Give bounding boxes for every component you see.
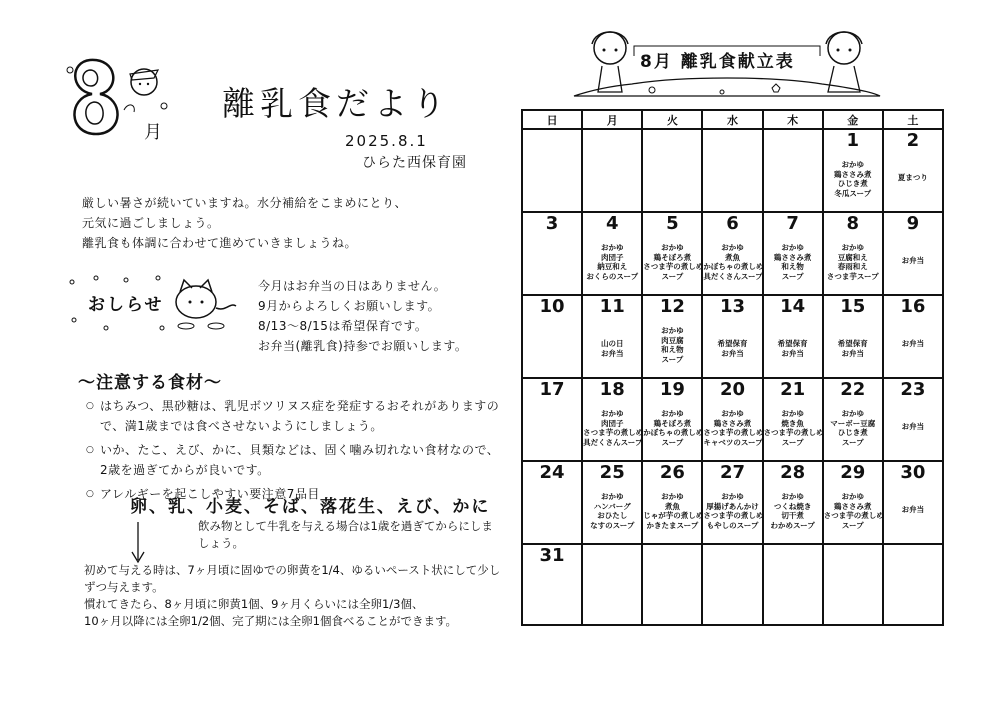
meal-item: 具だくさんスープ bbox=[703, 271, 763, 281]
meal-menu bbox=[764, 409, 822, 447]
meal-menu bbox=[583, 409, 644, 447]
meal-item: 冬瓜スープ bbox=[834, 188, 872, 198]
meal-item: 肉団子 bbox=[600, 252, 624, 262]
meal-menu bbox=[824, 160, 882, 198]
greeting-text bbox=[82, 193, 502, 253]
notice-item: 8/13～8/15は希望保育です。 bbox=[258, 319, 428, 333]
day-number: 8 bbox=[846, 213, 860, 234]
month-suffix: 月 bbox=[144, 122, 162, 143]
day-number: 10 bbox=[539, 296, 565, 317]
calendar-day-cell bbox=[763, 129, 823, 212]
meal-item: スープ bbox=[661, 354, 684, 364]
greeting-line: 元気に過ごしましょう。 bbox=[82, 216, 220, 230]
calendar-day-cell bbox=[702, 461, 762, 544]
meal-item: おかゆ bbox=[661, 243, 684, 252]
calendar-day-cell bbox=[702, 378, 762, 461]
meal-menu bbox=[583, 243, 641, 281]
day-number: 20 bbox=[719, 379, 746, 400]
calendar-day-cell bbox=[642, 212, 702, 295]
calendar-day-cell bbox=[702, 295, 762, 378]
intro-line: 慣れてきたら、8ヶ月頃に卵黄1個、9ヶ月くらいには全卵1/3個、 bbox=[84, 597, 424, 611]
day-number: 12 bbox=[659, 296, 685, 317]
day-number: 29 bbox=[840, 462, 866, 483]
meal-item: おひたし bbox=[597, 511, 628, 520]
meal-menu bbox=[824, 409, 882, 447]
meal-item: 煮魚 bbox=[724, 252, 740, 262]
calendar-day-cell bbox=[883, 378, 943, 461]
meal-item: おかゆ bbox=[721, 243, 744, 252]
meal-item: 希望保育 bbox=[777, 339, 808, 348]
calendar-day-cell bbox=[823, 212, 883, 295]
day-number: 25 bbox=[599, 462, 625, 483]
meal-item: もやしのスープ bbox=[706, 520, 759, 530]
meal-item: 焼き魚 bbox=[781, 418, 804, 428]
calendar-day-cell bbox=[763, 378, 823, 461]
caution-item: ○ いか、たこ、えび、かに、貝類などは、固く噛み切れない食材なので、2歳を過ぎてからが良いです。 bbox=[88, 440, 503, 480]
day-number: 5 bbox=[666, 213, 679, 234]
meal-menu bbox=[643, 243, 704, 281]
calendar-day-cell bbox=[763, 212, 823, 295]
day-number: 28 bbox=[780, 462, 806, 483]
caution-item: ○ アレルギーを起こしやすい要注意7品目 bbox=[88, 484, 503, 504]
calendar-day-cell bbox=[702, 544, 762, 625]
meal-item: ひじき煮 bbox=[837, 179, 868, 188]
meal-item: おかゆ bbox=[781, 409, 804, 418]
meal-item: ひじき煮 bbox=[837, 428, 868, 437]
day-number: 14 bbox=[780, 296, 806, 317]
day-number: 2 bbox=[906, 130, 920, 151]
day-number: 17 bbox=[539, 379, 565, 400]
meal-item: お弁当 bbox=[841, 348, 865, 358]
day-number: 24 bbox=[539, 462, 565, 483]
meal-menu bbox=[583, 339, 641, 358]
meal-item: お弁当 bbox=[600, 348, 624, 358]
day-number: 22 bbox=[840, 379, 866, 400]
meal-item: なすのスープ bbox=[590, 520, 635, 530]
day-number: 16 bbox=[900, 296, 926, 317]
meal-item: キャベツのスープ bbox=[703, 437, 763, 447]
meal-item: スープ bbox=[841, 520, 864, 530]
meal-item: 鶏ささみ煮 bbox=[713, 418, 752, 428]
calendar-day-cell bbox=[582, 295, 642, 378]
calendar-day-cell bbox=[763, 544, 823, 625]
meal-item: 鶏そぼろ煮 bbox=[653, 418, 692, 428]
meal-menu bbox=[703, 409, 764, 447]
meal-item: 煮魚 bbox=[664, 501, 680, 511]
meal-item: 鶏ささみ煮 bbox=[834, 169, 872, 179]
calendar-week-row bbox=[522, 378, 943, 461]
calendar-day-cell bbox=[582, 129, 642, 212]
meal-menu bbox=[643, 492, 704, 530]
meal-menu bbox=[643, 409, 704, 447]
weekday-fri: 金 bbox=[823, 110, 883, 129]
meal-menu bbox=[884, 256, 942, 266]
day-number: 9 bbox=[906, 213, 920, 234]
meal-item: 和え物 bbox=[661, 345, 684, 354]
meal-item: おかゆ bbox=[721, 492, 744, 501]
down-arrow-icon bbox=[128, 520, 148, 565]
meal-menu bbox=[764, 492, 822, 530]
meal-item: かぼちゃの煮しめ bbox=[643, 428, 704, 437]
calendar-day-cell bbox=[702, 212, 762, 295]
day-number: 13 bbox=[719, 296, 746, 317]
calendar-day-cell bbox=[763, 295, 823, 378]
day-number: 26 bbox=[659, 462, 685, 483]
weekday-header-row bbox=[522, 110, 943, 129]
issue-date: 2025.8.1 bbox=[345, 132, 428, 150]
calendar-day-cell bbox=[582, 212, 642, 295]
intro-line: 初めて与える時は、7ヶ月頃に固ゆでの卵黄を1/4、ゆるいペースト状にして少しずつ与えます。 bbox=[84, 563, 501, 594]
meal-item: おかゆ bbox=[841, 492, 865, 501]
meal-item: おかゆ bbox=[600, 243, 624, 252]
weekday-thu: 木 bbox=[763, 110, 823, 129]
calendar-week-row bbox=[522, 129, 943, 212]
calendar-day-cell bbox=[522, 378, 582, 461]
day-number: 21 bbox=[780, 379, 806, 400]
meal-item: お弁当 bbox=[901, 505, 925, 514]
meal-item: 具だくさんスープ bbox=[583, 437, 643, 447]
day-number: 23 bbox=[900, 379, 926, 400]
day-number: 11 bbox=[599, 296, 625, 317]
calendar-day-cell bbox=[883, 295, 943, 378]
notice-list bbox=[258, 276, 503, 356]
meal-item: スープ bbox=[661, 271, 684, 281]
page-title: 離乳食だより bbox=[222, 84, 450, 123]
greeting-line: 離乳食も体調に合わせて進めていきましょうね。 bbox=[82, 236, 358, 250]
calendar-day-cell bbox=[642, 378, 702, 461]
meal-item: 切干煮 bbox=[781, 511, 804, 520]
notice-title: おしらせ bbox=[88, 295, 164, 315]
calendar-day-cell bbox=[823, 295, 883, 378]
day-number: 3 bbox=[545, 213, 559, 234]
meal-item: さつま芋の煮しめ bbox=[823, 511, 884, 520]
meal-item: つくね焼き bbox=[773, 501, 812, 511]
weekday-tue: 火 bbox=[642, 110, 702, 129]
calendar-week-row bbox=[522, 212, 943, 295]
meal-menu bbox=[764, 339, 822, 358]
meal-item: さつま芋の煮しめ bbox=[703, 428, 764, 437]
meal-item: かぼちゃの煮しめ bbox=[703, 262, 764, 271]
meal-menu bbox=[884, 505, 942, 515]
meal-item: 肉団子 bbox=[600, 418, 624, 428]
day-number: 18 bbox=[599, 379, 625, 400]
calendar-day-cell bbox=[642, 129, 702, 212]
calendar-day-cell bbox=[823, 129, 883, 212]
meal-item: 鶏そぼろ煮 bbox=[653, 252, 692, 262]
meal-item: おかゆ bbox=[600, 409, 624, 418]
menu-calendar bbox=[521, 109, 944, 626]
calendar-day-cell bbox=[642, 544, 702, 625]
calendar-day-cell bbox=[883, 544, 943, 625]
calendar-week-row bbox=[522, 544, 943, 625]
meal-item: 鶏ささみ煮 bbox=[834, 501, 872, 511]
meal-menu bbox=[884, 173, 942, 183]
meal-menu bbox=[703, 339, 761, 358]
milk-note: 飲み物として牛乳を与える場合は1歳を過ぎてからにしましょう。 bbox=[198, 519, 493, 550]
meal-item: おかゆ bbox=[661, 409, 684, 418]
meal-item: かきたまスープ bbox=[646, 520, 699, 530]
meal-item: おかゆ bbox=[841, 409, 865, 418]
meal-item: おかゆ bbox=[721, 409, 744, 418]
meal-menu bbox=[884, 422, 942, 432]
meal-item: 夏まつり bbox=[897, 173, 928, 182]
day-number: 19 bbox=[659, 379, 685, 400]
calendar-week-row bbox=[522, 295, 943, 378]
meal-item: 和え物 bbox=[781, 262, 804, 271]
meal-item: 肉豆腐 bbox=[661, 335, 684, 345]
meal-menu bbox=[703, 492, 764, 530]
meal-item: さつま芋の煮しめ bbox=[583, 428, 644, 437]
meal-item: お弁当 bbox=[721, 348, 744, 358]
meal-item: さつま芋の煮しめ bbox=[763, 428, 824, 437]
notice-item: お弁当(離乳食)持参でお願いします。 bbox=[258, 339, 468, 353]
meal-item: おかゆ bbox=[600, 492, 624, 501]
calendar-day-cell bbox=[763, 461, 823, 544]
meal-item: さつま芋スープ bbox=[826, 271, 879, 281]
meal-item: 納豆和え bbox=[597, 262, 628, 271]
calendar-day-cell bbox=[823, 461, 883, 544]
calendar-day-cell bbox=[883, 129, 943, 212]
meal-menu bbox=[824, 492, 882, 530]
meal-item: 希望保育 bbox=[717, 339, 748, 348]
meal-item: おかゆ bbox=[841, 243, 865, 252]
meal-item: おかゆ bbox=[661, 326, 684, 335]
meal-menu bbox=[583, 492, 641, 530]
weekday-sun: 日 bbox=[522, 110, 582, 129]
meal-item: 厚揚げあんかけ bbox=[706, 501, 759, 511]
notice-item: 今月はお弁当の日はありません。 bbox=[258, 279, 447, 293]
meal-item: おかゆ bbox=[781, 492, 804, 501]
weekday-mon: 月 bbox=[582, 110, 642, 129]
calendar-day-cell bbox=[522, 129, 582, 212]
day-number: 31 bbox=[539, 545, 565, 566]
calendar-day-cell bbox=[582, 378, 642, 461]
caution-item: ○ はちみつ、黒砂糖は、乳児ボツリヌス症を発症するおそれがありますので、満1歳までは食べさせないようにしましょう。 bbox=[88, 396, 503, 436]
calendar-day-cell bbox=[522, 295, 582, 378]
meal-item: ハンバーグ bbox=[593, 501, 631, 511]
day-number: 30 bbox=[900, 462, 926, 483]
menu-title: 8月 離乳食献立表 bbox=[640, 52, 795, 72]
meal-item: スープ bbox=[781, 437, 804, 447]
meal-item: おかゆ bbox=[661, 492, 684, 501]
calendar-day-cell bbox=[642, 461, 702, 544]
meal-item: さつま芋の煮しめ bbox=[643, 262, 704, 271]
meal-item: 山の日 bbox=[600, 339, 624, 348]
meal-item: 鶏ささみ煮 bbox=[773, 252, 812, 262]
school-name: ひらた西保育園 bbox=[362, 155, 467, 171]
day-number: 15 bbox=[840, 296, 866, 317]
meal-item: 希望保育 bbox=[837, 339, 868, 348]
caution-title: ～注意する食材～ bbox=[78, 373, 222, 393]
allergen-list: 卵、乳、小麦、そば、落花生、えび、かに bbox=[130, 497, 491, 517]
meal-item: おかゆ bbox=[781, 243, 804, 252]
calendar-day-cell bbox=[522, 212, 582, 295]
meal-menu bbox=[824, 243, 882, 281]
meal-menu bbox=[764, 243, 822, 281]
day-number: 1 bbox=[846, 130, 860, 151]
meal-menu bbox=[643, 326, 701, 364]
meal-item: お弁当 bbox=[901, 339, 925, 348]
calendar-day-cell bbox=[582, 461, 642, 544]
weekday-wed: 水 bbox=[702, 110, 762, 129]
meal-item: じゃが芋の煮しめ bbox=[643, 511, 704, 520]
meal-item: お弁当 bbox=[901, 422, 925, 431]
meal-item: お弁当 bbox=[901, 256, 925, 265]
meal-item: スープ bbox=[841, 437, 864, 447]
calendar-day-cell bbox=[582, 544, 642, 625]
meal-item: 豆腐和え bbox=[837, 252, 868, 262]
calendar-day-cell bbox=[642, 295, 702, 378]
meal-item: さつま芋の煮しめ bbox=[703, 511, 764, 520]
meal-item: おかゆ bbox=[841, 160, 865, 169]
calendar-day-cell bbox=[883, 461, 943, 544]
calendar-day-cell bbox=[823, 378, 883, 461]
calendar-day-cell bbox=[883, 212, 943, 295]
meal-item: スープ bbox=[661, 437, 684, 447]
meal-item: 春雨和え bbox=[837, 262, 868, 271]
notice-item: 9月からよろしくお願いします。 bbox=[258, 299, 441, 313]
meal-menu bbox=[824, 339, 882, 358]
meal-item: お弁当 bbox=[781, 348, 804, 358]
day-number: 27 bbox=[719, 462, 746, 483]
calendar-day-cell bbox=[702, 129, 762, 212]
meal-menu bbox=[703, 243, 764, 281]
day-number: 4 bbox=[605, 213, 619, 234]
calendar-week-row bbox=[522, 461, 943, 544]
intro-line: 10ヶ月以降には全卵1/2個、完了期には全卵1個食べることができます。 bbox=[84, 614, 458, 628]
meal-menu bbox=[884, 339, 942, 349]
weekday-sat: 土 bbox=[883, 110, 943, 129]
calendar-day-cell bbox=[522, 544, 582, 625]
greeting-line: 厳しい暑さが続いていますね。水分補給をこまめにとり、 bbox=[82, 196, 408, 210]
calendar-day-cell bbox=[522, 461, 582, 544]
day-number: 6 bbox=[726, 213, 739, 234]
meal-item: わかめスープ bbox=[770, 520, 815, 530]
calendar-day-cell bbox=[823, 544, 883, 625]
meal-item: マーボー豆腐 bbox=[830, 418, 876, 428]
egg-intro-text bbox=[84, 562, 504, 630]
meal-item: おくらのスープ bbox=[586, 271, 639, 281]
day-number: 7 bbox=[786, 213, 799, 234]
meal-item: スープ bbox=[781, 271, 804, 281]
